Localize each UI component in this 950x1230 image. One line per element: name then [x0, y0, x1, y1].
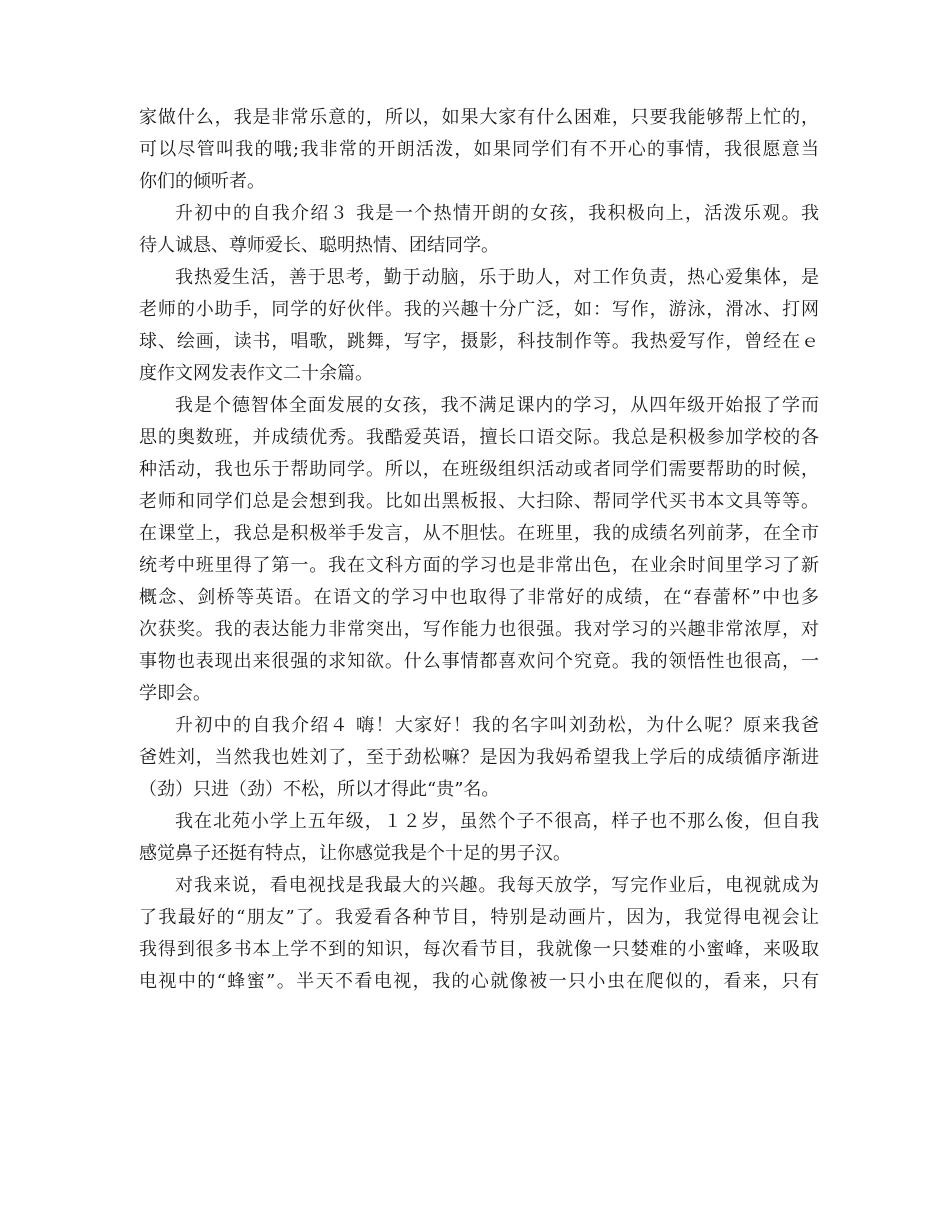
text-line: 思的奥数班，并成绩优秀。我酷爱英语，擅长口语交际。我总是积极参加学校的各 — [139, 427, 819, 448]
text-line: 待人诚恳、尊师爱长、聪明热情、团结同学。 — [139, 235, 499, 256]
paragraph-start-line: 对我来说，看电视找是我最大的兴趣。我每天放学，写完作业后，电视就成为 — [175, 875, 819, 896]
text-line: 种活动，我也乐于帮助同学。所以，在班级组织活动或者同学们需要帮助的时候， — [139, 459, 819, 480]
text-line: 感觉鼻子还挺有特点，让你感觉我是个十足的男子汉。 — [139, 843, 571, 864]
text-line: 你们的倾听者。 — [139, 171, 265, 192]
text-line: 可以尽管叫我的哦;我非常的开朗活泼，如果同学们有不开心的事情，我很愿意当 — [139, 139, 819, 160]
text-line: 我得到很多书本上学不到的知识，每次看节目，我就像一只婪难的小蜜峰，来吸取 — [139, 939, 819, 960]
text-line: 老师的小助手，同学的好伙伴。我的兴趣十分广泛，如：写作，游泳，滑冰、打网 — [139, 299, 819, 320]
paragraph-start-line: 升初中的自我介绍４ 嗨！大家好！我的名字叫刘劲松，为什么呢？原来我爸 — [175, 715, 819, 736]
paragraph-start-line: 我热爱生活，善于思考，勤于动脑，乐于助人，对工作负责，热心爱集体，是 — [175, 267, 819, 288]
text-line: 家做什么，我是非常乐意的，所以，如果大家有什么困难，只要我能够帮上忙的， — [139, 107, 819, 128]
text-line: 电视中的“蜂蜜”。半天不看电视，我的心就像被一只小虫在爬似的，看来，只有 — [139, 971, 819, 992]
text-line: 概念、剑桥等英语。在语文的学习中也取得了非常好的成绩，在“春蕾杯”中也多 — [139, 587, 819, 608]
document-page — [139, 102, 819, 998]
text-line: 学即会。 — [139, 683, 211, 704]
paragraph-start-line: 我是个德智体全面发展的女孩，我不满足课内的学习，从四年级开始报了学而 — [175, 395, 819, 416]
text-line: 统考中班里得了第一。我在文科方面的学习也是非常出色，在业余时间里学习了新 — [139, 555, 819, 576]
text-line: 度作文网发表作文二十余篇。 — [139, 363, 373, 384]
text-line: （劲）只进（劲）不松，所以才得此“贵”名。 — [139, 779, 500, 800]
paragraph-start-line: 我在北苑小学上五年级，１２岁，虽然个子不很高，样子也不那么俊，但自我 — [175, 811, 819, 832]
text-line: 了我最好的“朋友”了。我爱看各种节目，特别是动画片，因为，我觉得电视会让 — [139, 907, 819, 928]
text-line: 球、绘画，读书，唱歌，跳舞，写字，摄影，科技制作等。我热爱写作，曾经在ｅ — [139, 331, 819, 352]
text-line: 老师和同学们总是会想到我。比如出黑板报、大扫除、帮同学代买书本文具等等。 — [139, 491, 819, 512]
text-line: 次获奖。我的表达能力非常突出，写作能力也很强。我对学习的兴趣非常浓厚，对 — [139, 619, 819, 640]
text-line: 事物也表现出来很强的求知欲。什么事情都喜欢问个究竟。我的领悟性也很高，一 — [139, 651, 819, 672]
text-line: 在课堂上，我总是积极举手发言，从不胆怯。在班里，我的成绩名列前茅，在全市 — [139, 523, 819, 544]
paragraph-start-line: 升初中的自我介绍３ 我是一个热情开朗的女孩，我积极向上，活泼乐观。我 — [175, 203, 819, 224]
text-line: 爸姓刘，当然我也姓刘了，至于劲松嘛？是因为我妈希望我上学后的成绩循序渐进 — [139, 747, 819, 768]
